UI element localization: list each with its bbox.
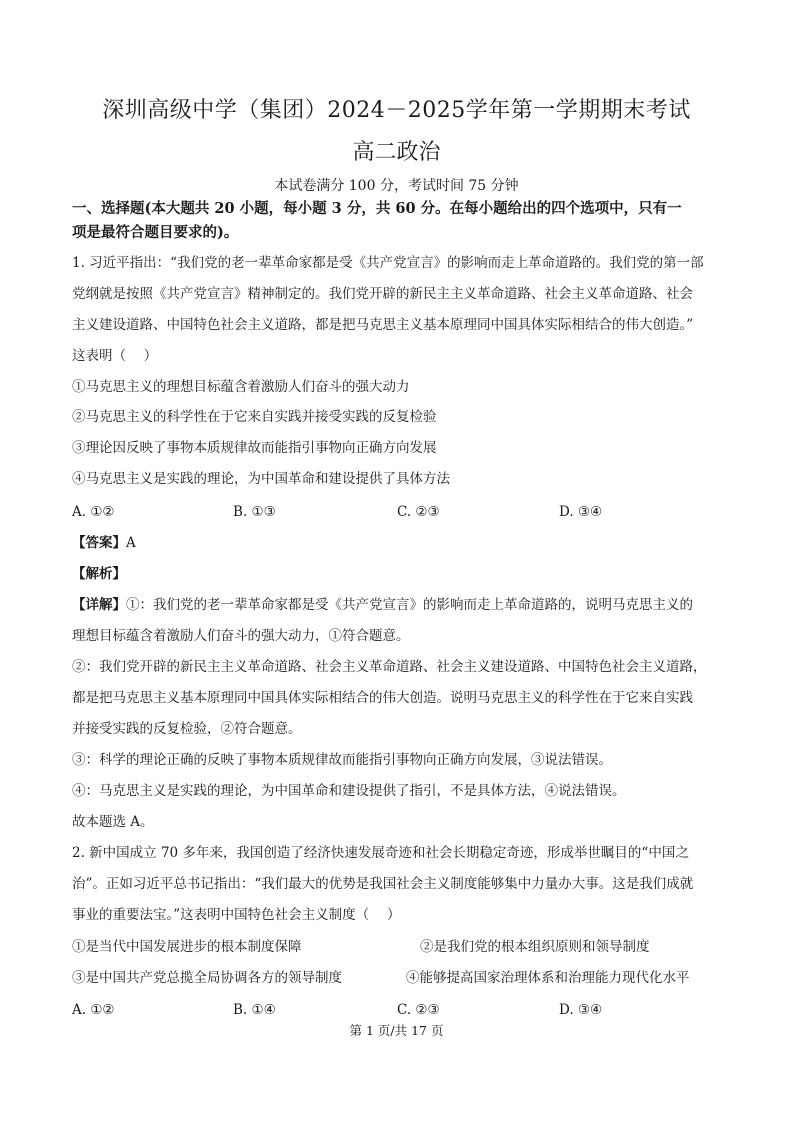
analysis-tag: 【解析】	[72, 566, 126, 582]
q2-statement: ④能够提高国家治理体系和治理能力现代化水平	[406, 970, 690, 986]
q1-detail-line: 都是把马克思主义基本原理同中国具体实际相结合的伟大创造。说明马克思主义的科学性在于它来自实践	[72, 690, 693, 706]
q1-detail-line: 故本题选 A。	[72, 814, 154, 830]
q2-statements-row	[72, 937, 732, 957]
section-heading-line1: 一、选择题(本大题共 20 小题，每小题 3 分，共 60 分。在每小题给出的四个选项中，只有一	[72, 200, 682, 217]
q1-option-c: C. ②③	[397, 504, 440, 520]
detail-text: ①：我们党的老一辈革命家都是受《共产党宣言》的影响而走上革命道路的，说明马克思主义的	[126, 597, 693, 613]
q1-detail-line: ④：马克思主义是实践的理论，为中国革命和建设提供了指引，不是具体方法，④说法错误。	[72, 783, 626, 799]
q2-stem-line: 事业的重要法宝。”这表明中国特色社会主义制度（ ）	[72, 907, 401, 923]
q2-option-a: A. ①②	[72, 1002, 115, 1018]
q1-detail-line: 理想目标蕴含着激励人们奋斗的强大动力，①符合题意。	[72, 628, 410, 644]
q1-option-b: B. ①③	[233, 504, 276, 520]
q1-stem-line: 主义建设道路、中国特色社会主义道路，都是把马克思主义基本原理同中国具体实际相结合的伟大创造。”	[72, 317, 694, 333]
q2-option-b: B. ①④	[233, 1002, 276, 1018]
section-heading-line2: 项是最符合题目要求的)。	[72, 224, 239, 241]
q1-detail-line: 并接受实践的反复检验，②符合题意。	[72, 721, 302, 737]
q1-statement: ③理论因反映了事物本质规律故而能指引事物向正确方向发展	[72, 440, 437, 456]
answer-value: A	[126, 535, 136, 551]
q1-options	[72, 502, 732, 522]
q2-statement: ③是中国共产党总揽全局协调各方的领导制度	[72, 970, 342, 986]
detail-tag: 【详解】	[72, 597, 126, 613]
q1-option-a: A. ①②	[72, 504, 115, 520]
q1-statement: ①马克思主义的理想目标蕴含着激励人们奋斗的强大动力	[72, 379, 410, 395]
exam-title: 深圳高级中学（集团）2024－2025学年第一学期期末考试	[102, 98, 691, 123]
answer-tag: 【答案】	[72, 535, 126, 551]
q2-option-d: D. ③④	[559, 1002, 603, 1018]
q2-statement: ①是当代中国发展进步的根本制度保障	[72, 939, 302, 955]
q1-stem-line: 这表明（ ）	[72, 348, 158, 364]
q1-detail-line: ②：我们党开辟的新民主主义革命道路、社会主义革命道路、社会主义建设道路、中国特色社会主义道路，	[72, 659, 707, 675]
q1-stem-line: 党纲就是按照《共产党宣言》精神制定的。我们党开辟的新民主主义革命道路、社会主义革命道路、社会	[72, 286, 693, 302]
q2-statements-row	[72, 968, 732, 988]
q2-stem-line: 2. 新中国成立 70 多年来，我国创造了经济快速发展奇迹和社会长期稳定奇迹，形成举世瞩目的“中国之	[72, 845, 689, 861]
q1-answer	[72, 533, 732, 553]
q1-stem-line: 1. 习近平指出：“我们党的老一辈革命家都是受《共产党宣言》的影响而走上革命道路的。我们党的第一部	[72, 255, 704, 271]
q2-statement: ②是我们党的根本组织原则和领导制度	[420, 939, 650, 955]
q1-option-d: D. ③④	[559, 504, 603, 520]
q1-statement: ②马克思主义的科学性在于它来自实践并接受实践的反复检验	[72, 409, 437, 425]
q1-detail-line: ③：科学的理论正确的反映了事物本质规律故而能指引事物向正确方向发展，③说法错误。	[72, 752, 612, 768]
q1-detail-line	[72, 595, 732, 615]
exam-subject: 高二政治	[352, 140, 441, 165]
q2-option-c: C. ②③	[397, 1002, 440, 1018]
q1-statement: ④马克思主义是实践的理论，为中国革命和建设提供了具体方法	[72, 471, 450, 487]
exam-info: 本试卷满分 100 分，考试时间 75 分钟	[274, 178, 519, 194]
q2-options	[72, 1000, 732, 1020]
page-number: 第 1 页/共 17 页	[349, 1023, 444, 1038]
q2-stem-line: 治”。正如习近平总书记指出：“我们最大的优势是我国社会主义制度能够集中力量办大事。这是我们成就	[72, 876, 694, 892]
q1-analysis-heading	[72, 564, 732, 584]
